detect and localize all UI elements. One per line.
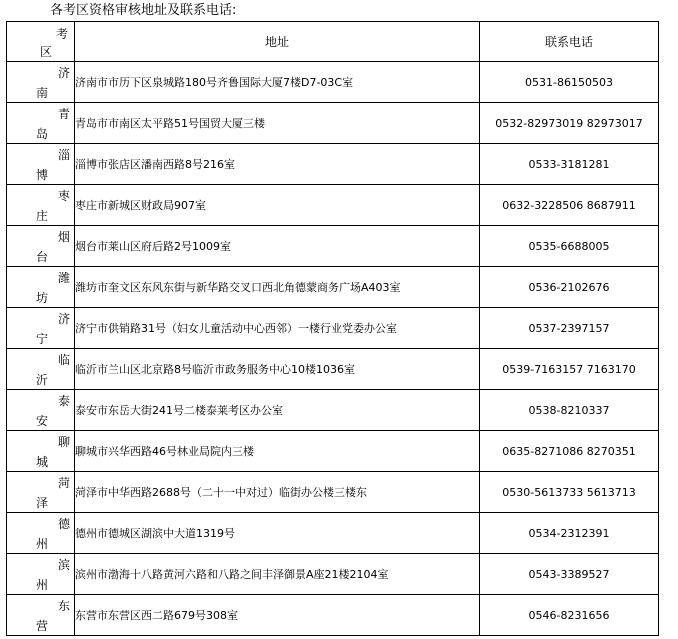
address-cell: 烟台市莱山区府后路2号1009室 [75, 226, 480, 267]
address-cell: 枣庄市新城区财政局907室 [75, 185, 480, 226]
region-cell [7, 308, 75, 349]
address-cell: 济南市市历下区泉城路180号齐鲁国际大厦7楼D7-03C室 [75, 62, 480, 103]
header-region [7, 22, 75, 62]
region-cell [7, 226, 75, 267]
table-row [7, 103, 659, 144]
region-char-1: 聊 [58, 435, 71, 449]
address-cell: 东营市东营区西二路679号308室 [75, 595, 480, 636]
phone-cell: 0635-8271086 8270351 [480, 431, 659, 472]
phone-cell: 0530-5613733 5613713 [480, 472, 659, 513]
table-row [7, 267, 659, 308]
region-char-2: 泽 [36, 496, 49, 510]
region-char-2: 庄 [36, 209, 49, 223]
phone-cell: 0532-82973019 82973017 [480, 103, 659, 144]
address-cell: 德州市德城区湖滨中大道1319号 [75, 513, 480, 554]
phone-cell: 0632-3228506 8687911 [480, 185, 659, 226]
region-char-1: 临 [58, 353, 71, 367]
phone-cell: 0535-6688005 [480, 226, 659, 267]
address-cell: 济宁市供销路31号（妇女儿童活动中心西邻）一楼行业党委办公室 [75, 308, 480, 349]
address-cell: 青岛市市南区太平路51号国贸大厦三楼 [75, 103, 480, 144]
region-char-1: 菏 [58, 476, 71, 490]
region-char-2: 州 [36, 578, 49, 592]
region-char-2: 南 [36, 86, 49, 100]
region-char-2: 宁 [36, 332, 49, 346]
table-row [7, 390, 659, 431]
address-cell: 菏泽市中华西路2688号（二十一中对过）临街办公楼三楼东 [75, 472, 480, 513]
region-cell [7, 267, 75, 308]
address-cell: 泰安市东岳大街241号二楼泰莱考区办公室 [75, 390, 480, 431]
region-char-2: 岛 [36, 127, 49, 141]
region-cell [7, 349, 75, 390]
address-cell: 聊城市兴华西路46号林业局院内三楼 [75, 431, 480, 472]
region-char-2: 坊 [36, 291, 49, 305]
phone-cell: 0546-8231656 [480, 595, 659, 636]
phone-cell: 0543-3389527 [480, 554, 659, 595]
region-char-1: 滨 [58, 558, 71, 572]
address-cell: 滨州市渤海十八路黄河六路和八路之间丰泽御景A座21楼2104室 [75, 554, 480, 595]
table-row [7, 472, 659, 513]
region-char-2: 营 [36, 619, 49, 633]
table-row [7, 513, 659, 554]
region-cell [7, 554, 75, 595]
phone-cell: 0534-2312391 [480, 513, 659, 554]
header-phone: 联系电话 [480, 22, 659, 62]
region-char-1: 东 [58, 599, 71, 613]
phone-cell: 0533-3181281 [480, 144, 659, 185]
region-char-1: 泰 [58, 394, 71, 408]
region-cell [7, 103, 75, 144]
phone-cell: 0536-2102676 [480, 267, 659, 308]
region-char-2: 台 [36, 250, 49, 264]
phone-cell: 0531-86150503 [480, 62, 659, 103]
table-row [7, 144, 659, 185]
header-address: 地址 [75, 22, 480, 62]
region-char-1: 济 [58, 312, 71, 326]
phone-cell: 0539-7163157 7163170 [480, 349, 659, 390]
region-char-2: 博 [36, 168, 49, 182]
region-char-2: 安 [36, 414, 49, 428]
region-char-2: 州 [36, 537, 49, 551]
region-cell [7, 513, 75, 554]
region-cell [7, 595, 75, 636]
region-char-1: 枣 [58, 189, 71, 203]
table-row [7, 226, 659, 267]
header-region-char-1: 考 [56, 27, 69, 41]
address-cell: 淄博市张店区潘南西路8号216室 [75, 144, 480, 185]
region-char-1: 烟 [58, 230, 71, 244]
region-cell [7, 472, 75, 513]
table-row [7, 431, 659, 472]
region-char-2: 城 [36, 455, 49, 469]
address-cell: 潍坊市奎文区东风东街与新华路交叉口西北角德蒙商务广场A403室 [75, 267, 480, 308]
region-char-1: 青 [58, 107, 71, 121]
address-cell: 临沂市兰山区北京路8号临沂市政务服务中心10楼1036室 [75, 349, 480, 390]
table-row [7, 62, 659, 103]
region-char-2: 沂 [36, 373, 49, 387]
table-row [7, 308, 659, 349]
phone-cell: 0537-2397157 [480, 308, 659, 349]
region-cell [7, 62, 75, 103]
table-row [7, 554, 659, 595]
phone-cell: 0538-8210337 [480, 390, 659, 431]
region-cell [7, 144, 75, 185]
region-cell [7, 390, 75, 431]
region-cell [7, 431, 75, 472]
table-row [7, 595, 659, 636]
exam-region-table [6, 21, 659, 636]
region-char-1: 德 [58, 517, 71, 531]
header-region-char-2: 区 [40, 45, 53, 59]
table-row [7, 185, 659, 226]
page-caption: 各考区资格审核地址及联系电话: [50, 3, 237, 18]
region-cell [7, 185, 75, 226]
region-char-1: 济 [58, 66, 71, 80]
table-row [7, 349, 659, 390]
region-char-1: 潍 [58, 271, 71, 285]
region-char-1: 淄 [58, 148, 71, 162]
table-header-row [7, 22, 659, 62]
